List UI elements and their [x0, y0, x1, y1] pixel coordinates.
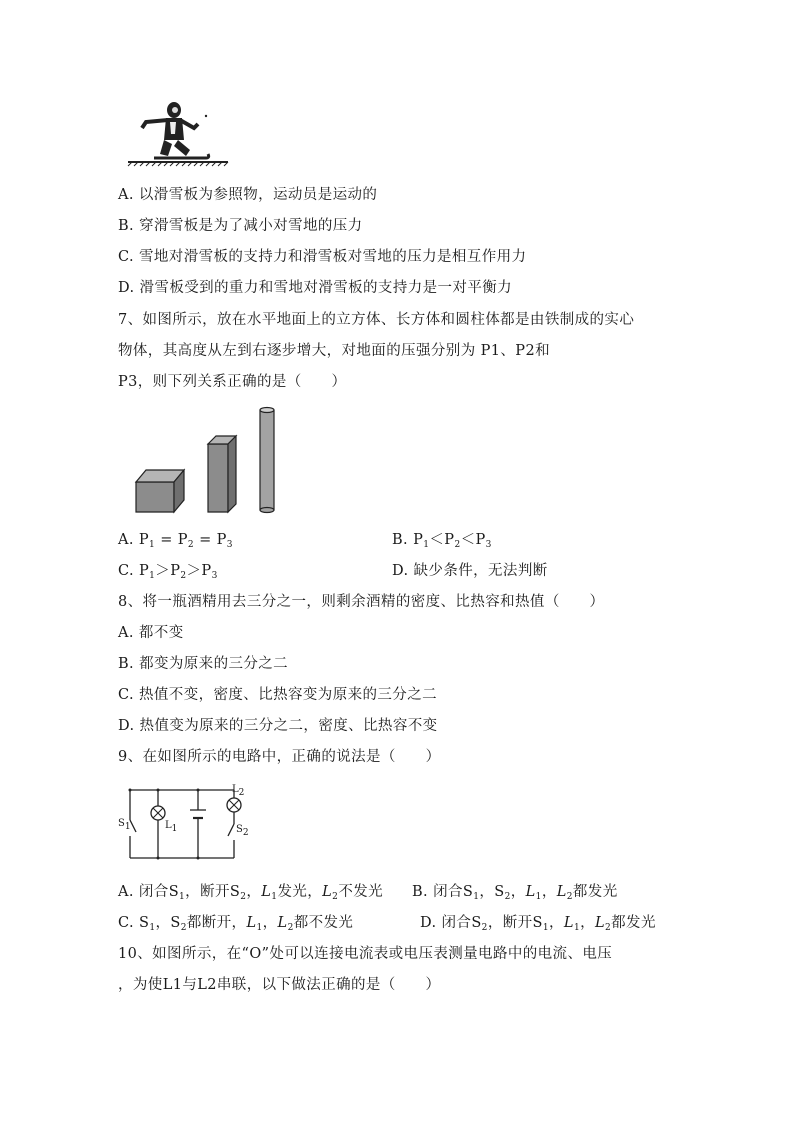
circuit-figure — [112, 784, 252, 864]
q9-option-a: A. 闭合$S_1$，断开$S_2$，$L_1$发光，$L_2$不发光 — [118, 884, 384, 902]
q9-stem: 9、在如图所示的电路中，正确的说法是（ ） — [118, 749, 441, 765]
lamp-l1-icon — [151, 806, 165, 820]
q7-option-d: D. 缺少条件，无法判断 — [392, 563, 548, 579]
label-l2: $L_2$ — [232, 784, 245, 798]
q7-stem-line3: P3，则下列关系正确的是（ ） — [118, 374, 347, 390]
q10-stem-line2: ，为使L1与L2串联，以下做法正确的是（ ） — [118, 977, 441, 993]
label-s2: $S_2$ — [236, 824, 249, 838]
q9-option-c: C. $S_1$，$S_2$都断开，$L_1$，$L_2$都不发光 — [118, 915, 354, 933]
q7-option-b: B. $P_1<P_2<P_3$ — [392, 532, 492, 550]
q6-option-d: D. 滑雪板受到的重力和雪地对滑雪板的支持力是一对平衡力 — [118, 280, 513, 296]
q8-option-c: C. 热值不变，密度、比热容变为原来的三分之二 — [118, 687, 437, 703]
q6-option-a: A. 以滑雪板为参照物，运动员是运动的 — [118, 187, 378, 203]
q7-stem-line2: 物体，其高度从左到右逐步增大，对地面的压强分别为 P1、P2和 — [118, 343, 550, 359]
q8-option-d: D. 热值变为原来的三分之二，密度、比热容不变 — [118, 718, 438, 734]
solids-figure — [128, 402, 288, 516]
label-s1: $S_1$ — [118, 818, 131, 832]
q8-stem: 8、将一瓶酒精用去三分之一，则剩余酒精的密度、比热容和热值（ ） — [118, 594, 605, 610]
q8-option-a: A. 都不变 — [118, 625, 184, 641]
q7-option-a: A. $P_1 = P_2 = P_3$ — [118, 532, 233, 550]
q9-option-d: D. 闭合$S_2$，断开$S_1$，$L_1$，$L_2$都发光 — [420, 915, 656, 933]
q6-option-b: B. 穿滑雪板是为了减小对雪地的压力 — [118, 218, 363, 234]
label-l1: $L_1$ — [165, 820, 178, 834]
lamp-l2-icon — [227, 798, 241, 812]
snowboarder-figure — [126, 98, 232, 168]
q6-option-c: C. 雪地对滑雪板的支持力和滑雪板对雪地的压力是相互作用力 — [118, 249, 527, 265]
q8-option-b: B. 都变为原来的三分之二 — [118, 656, 289, 672]
q7-stem-line1: 7、如图所示，放在水平地面上的立方体、长方体和圆柱体都是由铁制成的实心 — [118, 312, 635, 328]
q10-stem-line1: 10、如图所示，在“O”处可以连接电流表或电压表测量电路中的电流、电压 — [118, 946, 613, 962]
q9-option-b: B. 闭合$S_1$，$S_2$，$L_1$，$L_2$都发光 — [412, 884, 618, 902]
q7-option-c: C. $P_1>P_2>P_3$ — [118, 563, 218, 581]
